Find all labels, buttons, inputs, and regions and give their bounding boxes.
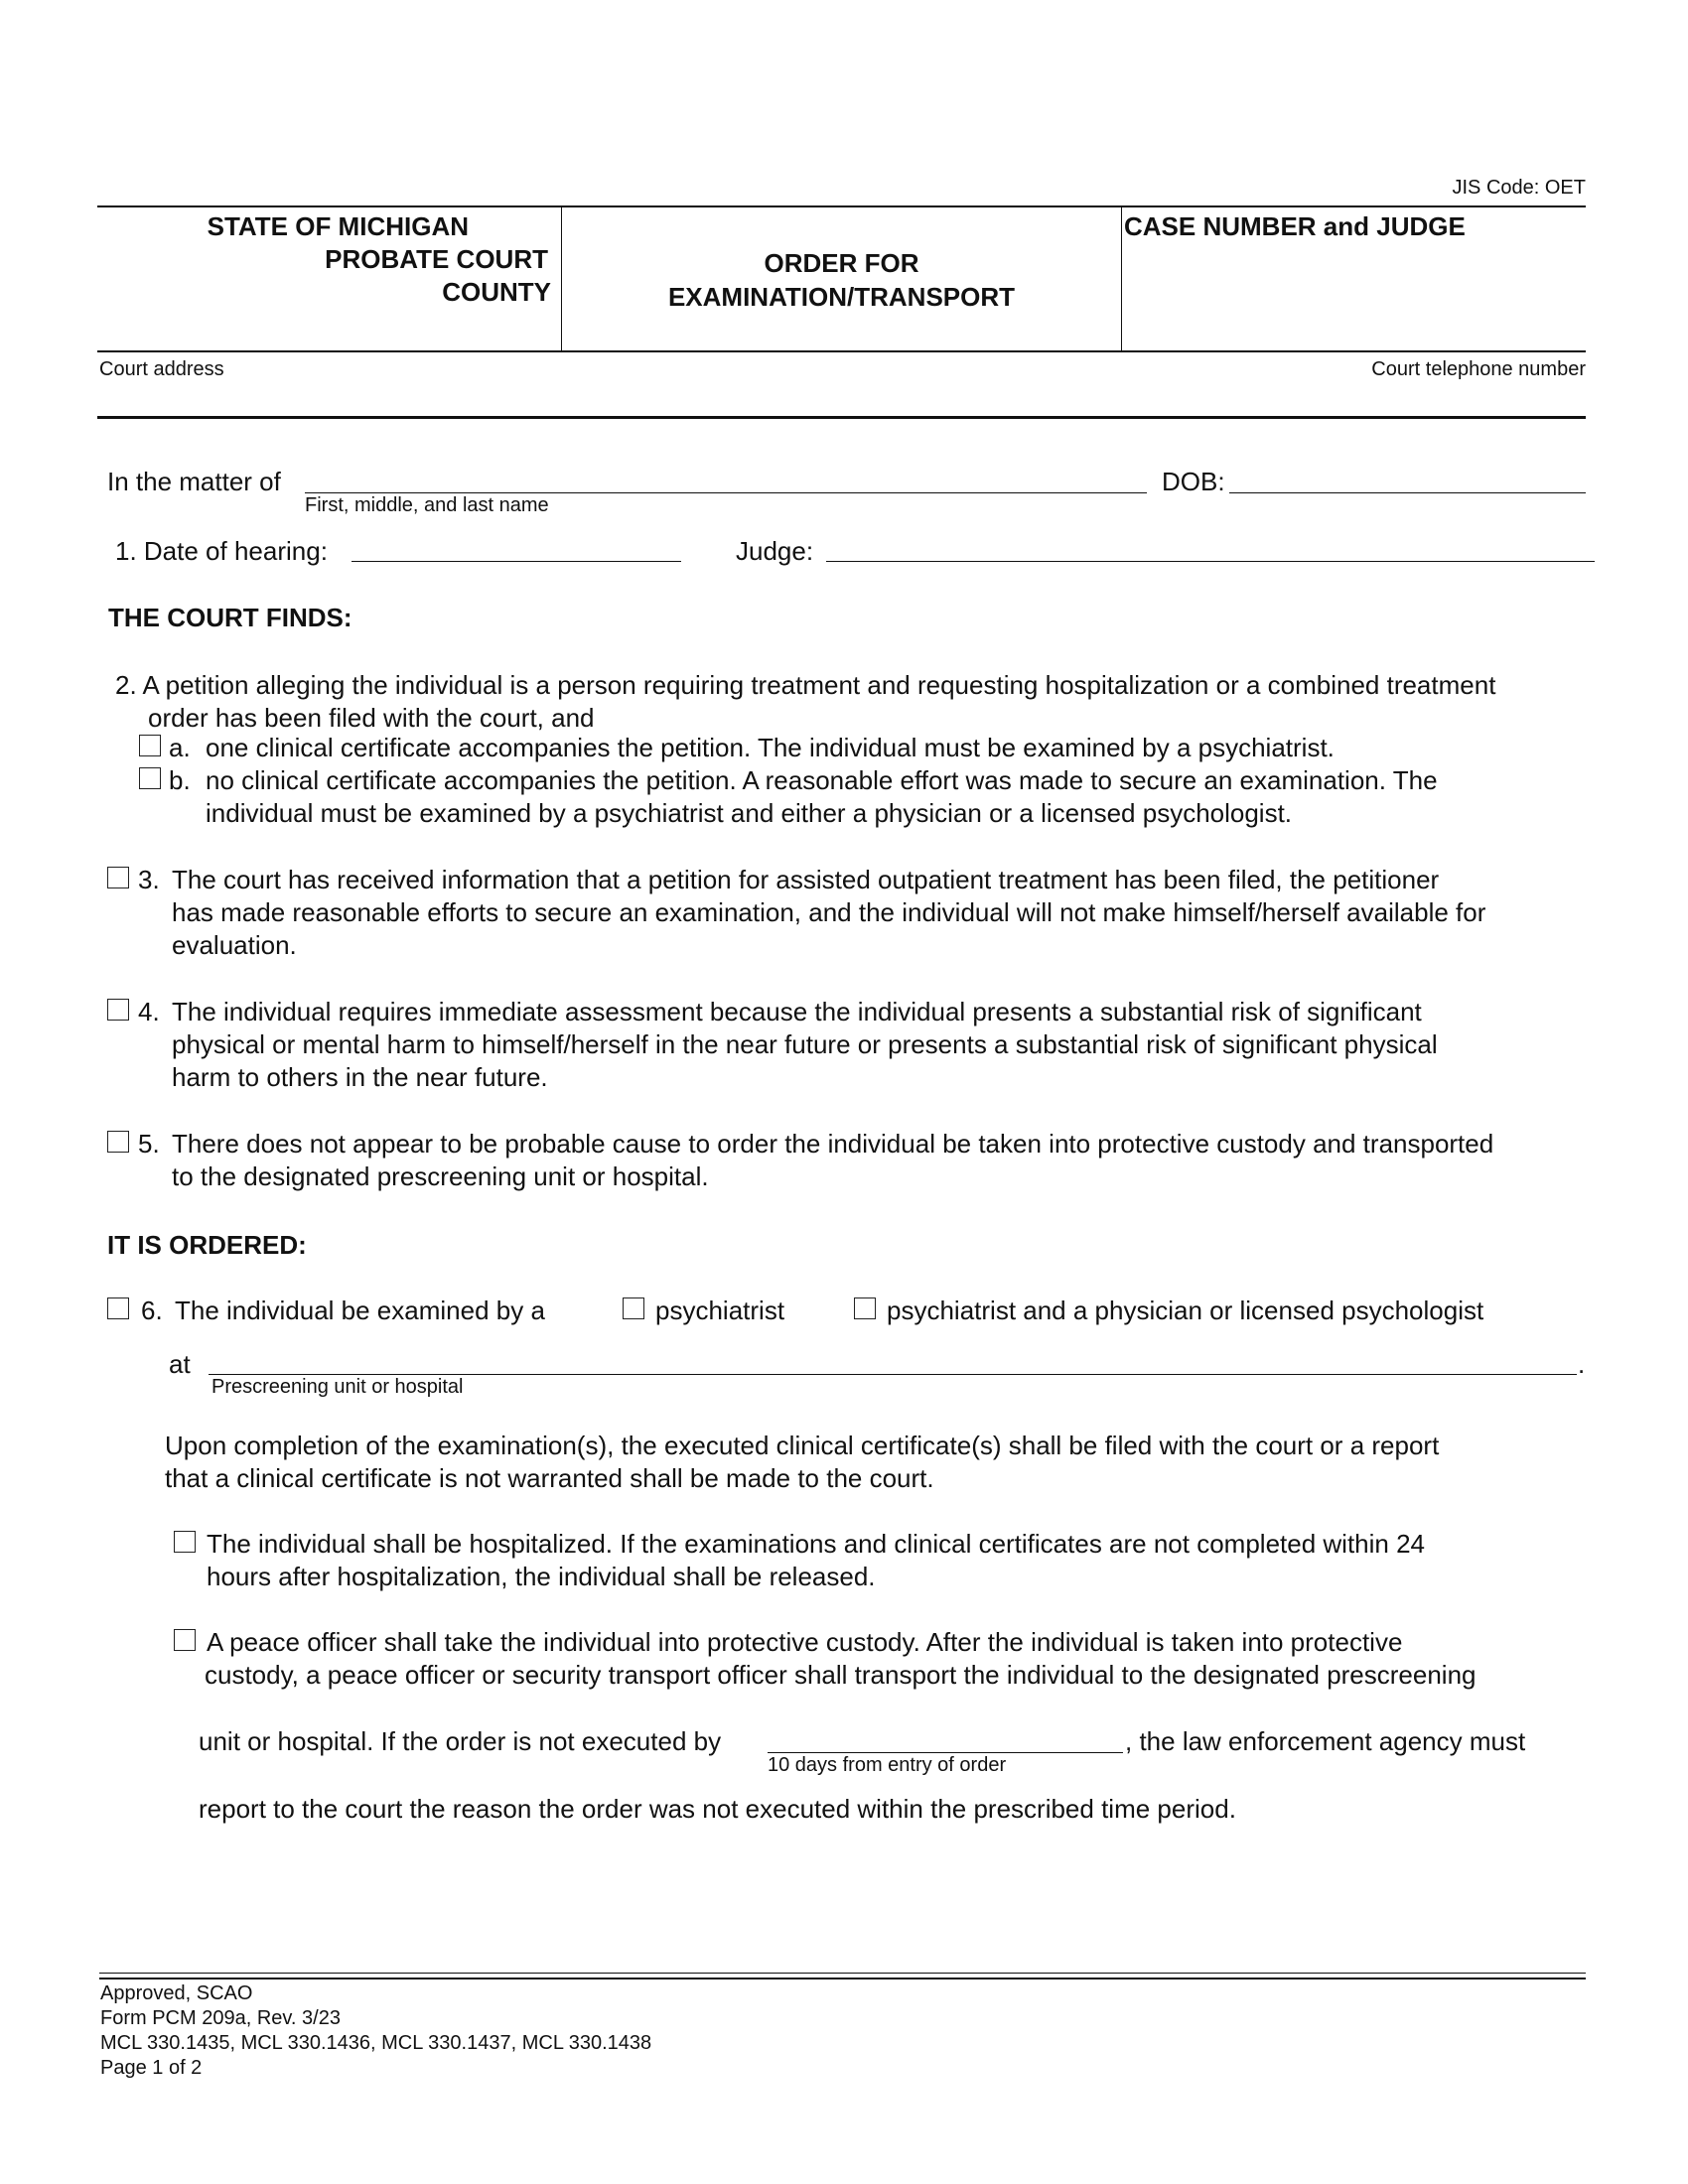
case-number-label: CASE NUMBER and JUDGE (1124, 211, 1466, 241)
psychiatrist-checkbox[interactable] (623, 1297, 644, 1319)
item2b-checkbox[interactable] (139, 767, 161, 789)
item6-text: The individual be examined by a (175, 1296, 545, 1325)
footer-page-number: Page 1 of 2 (100, 2057, 203, 2079)
item3-text-line1: The court has received information that a petition for assisted outpatient treatment has been filed, the petitioner (172, 865, 1440, 894)
item3-text-line3: evaluation. (172, 930, 297, 960)
judge-field[interactable] (826, 561, 1595, 562)
court-address-label: Court address (99, 358, 224, 380)
state-name: STATE OF MICHIGAN (207, 211, 469, 241)
peace-officer-text-line4: report to the court the reason the order was not executed within the prescribed time period. (199, 1794, 1236, 1824)
item3-text-line2: has made reasonable efforts to secure an examination, and the individual will not make himself/herself available for (172, 897, 1486, 927)
title-cell (561, 205, 1122, 352)
court-name: PROBATE COURT (325, 244, 548, 274)
item4-text-line3: harm to others in the near future. (172, 1062, 548, 1092)
item2b-text-line2: individual must be examined by a psychiatrist and either a physician or a licensed psychologist. (206, 798, 1293, 828)
item5-checkbox[interactable] (107, 1131, 129, 1153)
judge-label: Judge: (736, 536, 814, 566)
hearing-date-field[interactable] (352, 561, 681, 562)
psychiatrist-and-physician-checkbox[interactable] (854, 1297, 876, 1319)
item4-number: 4. (138, 997, 160, 1026)
completion-text-line1: Upon completion of the examination(s), the executed clinical certificate(s) shall be filed with the court or a report (165, 1431, 1440, 1460)
item4-text-line1: The individual requires immediate assessment because the individual presents a substantial risk of significant (172, 997, 1422, 1026)
peace-officer-text-line1: A peace officer shall take the individual into protective custody. After the individual is taken into protective (207, 1627, 1403, 1657)
item2b-letter: b. (169, 765, 191, 795)
name-caption: First, middle, and last name (305, 494, 549, 516)
case-number-cell[interactable] (1122, 205, 1586, 352)
peace-officer-checkbox[interactable] (174, 1629, 196, 1651)
header-divider (97, 416, 1586, 419)
execution-deadline-caption: 10 days from entry of order (768, 1754, 1007, 1776)
peace-officer-text-line3b: , the law enforcement agency must (1125, 1726, 1526, 1756)
hospitalized-text-line2: hours after hospitalization, the individual shall be released. (207, 1562, 876, 1591)
item6-number: 6. (141, 1296, 163, 1325)
item4-text-line2: physical or mental harm to himself/herself in the near future or presents a substantial risk of significant physical (172, 1029, 1438, 1059)
hospitalized-text-line1: The individual shall be hospitalized. If the examinations and clinical certificates are not completed within 24 (207, 1529, 1426, 1559)
psychiatrist-option: psychiatrist (655, 1296, 785, 1325)
item3-number: 3. (138, 865, 160, 894)
orders-heading: IT IS ORDERED: (107, 1230, 307, 1260)
form-title-line2: EXAMINATION/TRANSPORT (667, 282, 1016, 312)
court-cell (97, 205, 561, 352)
hospitalized-checkbox[interactable] (174, 1531, 196, 1553)
county-label: COUNTY (442, 277, 551, 307)
dob-label: DOB: (1162, 467, 1225, 496)
footer-mcl: MCL 330.1435, MCL 330.1436, MCL 330.1437, MCL 330.1438 (100, 2032, 652, 2054)
footer-rule-top (99, 1973, 1586, 1974)
item6-checkbox[interactable] (107, 1297, 129, 1319)
footer-form-number: Form PCM 209a, Rev. 3/23 (100, 2007, 341, 2029)
item5-text-line1: There does not appear to be probable cause to order the individual be taken into protective custody and transported (172, 1129, 1494, 1159)
findings-heading: THE COURT FINDS: (108, 603, 352, 632)
prescreening-caption: Prescreening unit or hospital (211, 1376, 464, 1398)
item2a-text: one clinical certificate accompanies the petition. The individual must be examined by a psychiatrist. (206, 733, 1335, 762)
item2-text-line2: order has been filed with the court, and (148, 703, 595, 733)
form-title-line1: ORDER FOR (764, 248, 919, 278)
footer-approved: Approved, SCAO (100, 1982, 253, 2004)
at-label: at (169, 1349, 191, 1379)
item3-checkbox[interactable] (107, 867, 129, 888)
psychiatrist-and-physician-option: psychiatrist and a physician or licensed psychologist (887, 1296, 1484, 1325)
hearing-date-label: 1. Date of hearing: (115, 536, 328, 566)
item5-text-line2: to the designated prescreening unit or hospital. (172, 1161, 709, 1191)
at-period: . (1578, 1349, 1586, 1379)
dob-field[interactable] (1229, 492, 1586, 493)
footer-rule-bottom (99, 1978, 1586, 1979)
peace-officer-text-line2: custody, a peace officer or security transport officer shall transport the individual to the designated prescreening (205, 1660, 1477, 1690)
item4-checkbox[interactable] (107, 999, 129, 1021)
item2b-text-line1: no clinical certificate accompanies the petition. A reasonable effort was made to secure an examination. The (206, 765, 1438, 795)
item2a-letter: a. (169, 733, 191, 762)
item5-number: 5. (138, 1129, 160, 1159)
jis-code: JIS Code: OET (1452, 177, 1586, 199)
item2-text-line1: 2. A petition alleging the individual is a person requiring treatment and requesting hospitalization or a combined treatment (115, 670, 1496, 700)
matter-label: In the matter of (107, 467, 281, 496)
peace-officer-text-line3a: unit or hospital. If the order is not executed by (199, 1726, 722, 1756)
court-phone-label: Court telephone number (1371, 358, 1586, 380)
item2a-checkbox[interactable] (139, 735, 161, 756)
completion-text-line2: that a clinical certificate is not warranted shall be made to the court. (165, 1463, 934, 1493)
